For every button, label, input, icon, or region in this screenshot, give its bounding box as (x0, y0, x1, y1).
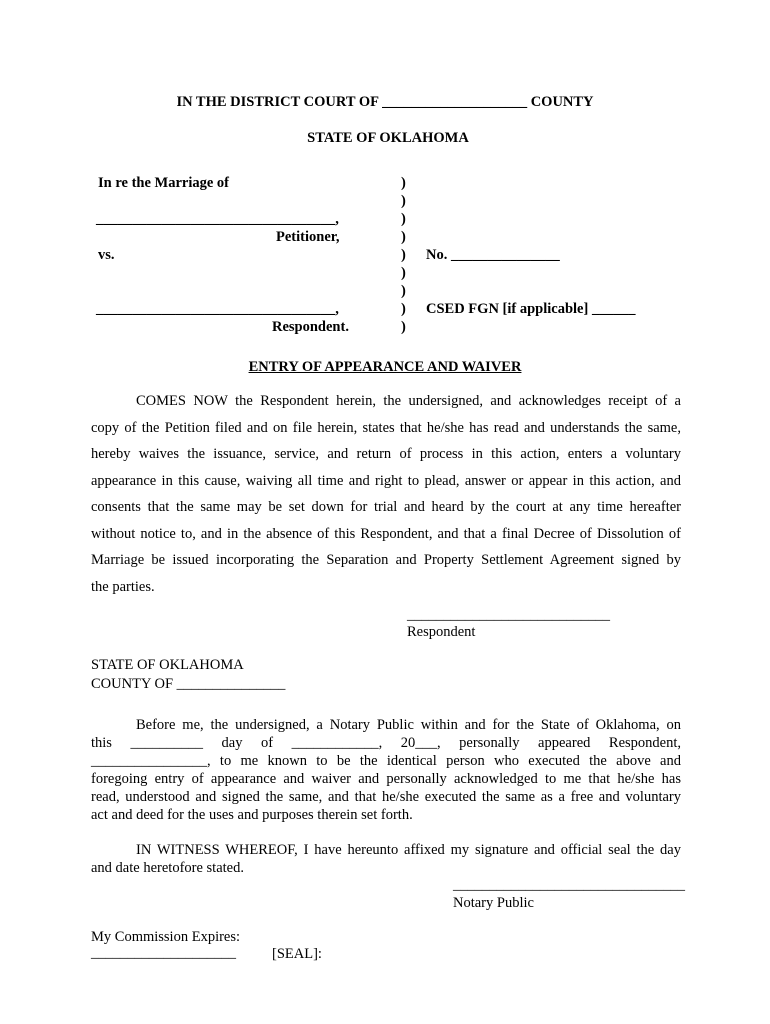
caption-paren: ) (401, 193, 406, 209)
petitioner-blank: _________________________________, (96, 211, 339, 227)
body-line: Marriage be issued incorporating the Separation and Property Settlement Agreement signed by (91, 552, 681, 568)
caption-paren: ) (401, 229, 406, 245)
caption-paren: ) (401, 247, 406, 263)
body-line: copy of the Petition filed and on file herein, states that he/she has read and understands the same, (91, 420, 681, 436)
caption-paren: ) (401, 283, 406, 299)
caption-paren: ) (401, 301, 406, 317)
case-number: No. _______________ (426, 247, 560, 263)
body-line: consents that the same may be set down for trial and heard by the court at any time hereafter (91, 499, 681, 515)
commission-blank: ____________________ (91, 945, 236, 961)
caption-paren: ) (401, 319, 406, 335)
respondent-signature-line: ____________________________ (407, 607, 610, 623)
petitioner-label: Petitioner, (276, 229, 340, 245)
respondent-signature-label: Respondent (407, 624, 476, 640)
venue-state: STATE OF OKLAHOMA (91, 657, 244, 673)
witness-line: and date heretofore stated. (91, 860, 244, 876)
body-line: COMES NOW the Respondent herein, the undersigned, and acknowledges receipt of a (136, 393, 681, 409)
caption-paren: ) (401, 175, 406, 191)
notary-line: act and deed for the uses and purposes therein set forth. (91, 807, 413, 823)
respondent-label: Respondent. (272, 319, 349, 335)
csed-fgn: CSED FGN [if applicable] ______ (426, 301, 636, 317)
body-line: without notice to, and in the absence of this Respondent, and that a final Decree of Dissolution of (91, 526, 681, 542)
caption-paren: ) (401, 211, 406, 227)
in-re-label: In re the Marriage of (98, 175, 229, 191)
caption-paren: ) (401, 265, 406, 281)
notary-line: this __________ day of ____________, 20___, personally appeared Respondent, (91, 735, 681, 751)
notary-signature-line: ________________________________ (453, 877, 685, 893)
state-title: STATE OF OKLAHOMA (307, 130, 469, 146)
body-line: appearance in this cause, waiving all time and right to plead, answer or appear in this action, and (91, 473, 681, 489)
commission-label: My Commission Expires: (91, 929, 241, 945)
witness-line: IN WITNESS WHEREOF, I have hereunto affixed my signature and official seal the day (136, 842, 681, 858)
notary-line: Before me, the undersigned, a Notary Public within and for the State of Oklahoma, on (136, 717, 681, 733)
respondent-blank: _________________________________, (96, 301, 339, 317)
seal-label: [SEAL]: (272, 946, 322, 962)
body-line: the parties. (91, 579, 155, 595)
court-title: IN THE DISTRICT COURT OF ____________________ COUNTY (176, 94, 594, 110)
notary-signature-label: Notary Public (453, 895, 534, 911)
vs-label: vs. (98, 247, 115, 263)
venue-county: COUNTY OF _______________ (91, 676, 286, 692)
body-line: hereby waives the issuance, service, and return of process in this action, enters a voluntary (91, 446, 681, 462)
notary-line: ________________, to me known to be the identical person who executed the above and (91, 753, 681, 769)
document-title: ENTRY OF APPEARANCE AND WAIVER (248, 359, 522, 375)
notary-line: foregoing entry of appearance and waiver and personally acknowledged to me that he/she has (91, 771, 681, 787)
notary-line: read, understood and signed the same, and that he/she executed the same as a free and voluntary (91, 789, 681, 805)
